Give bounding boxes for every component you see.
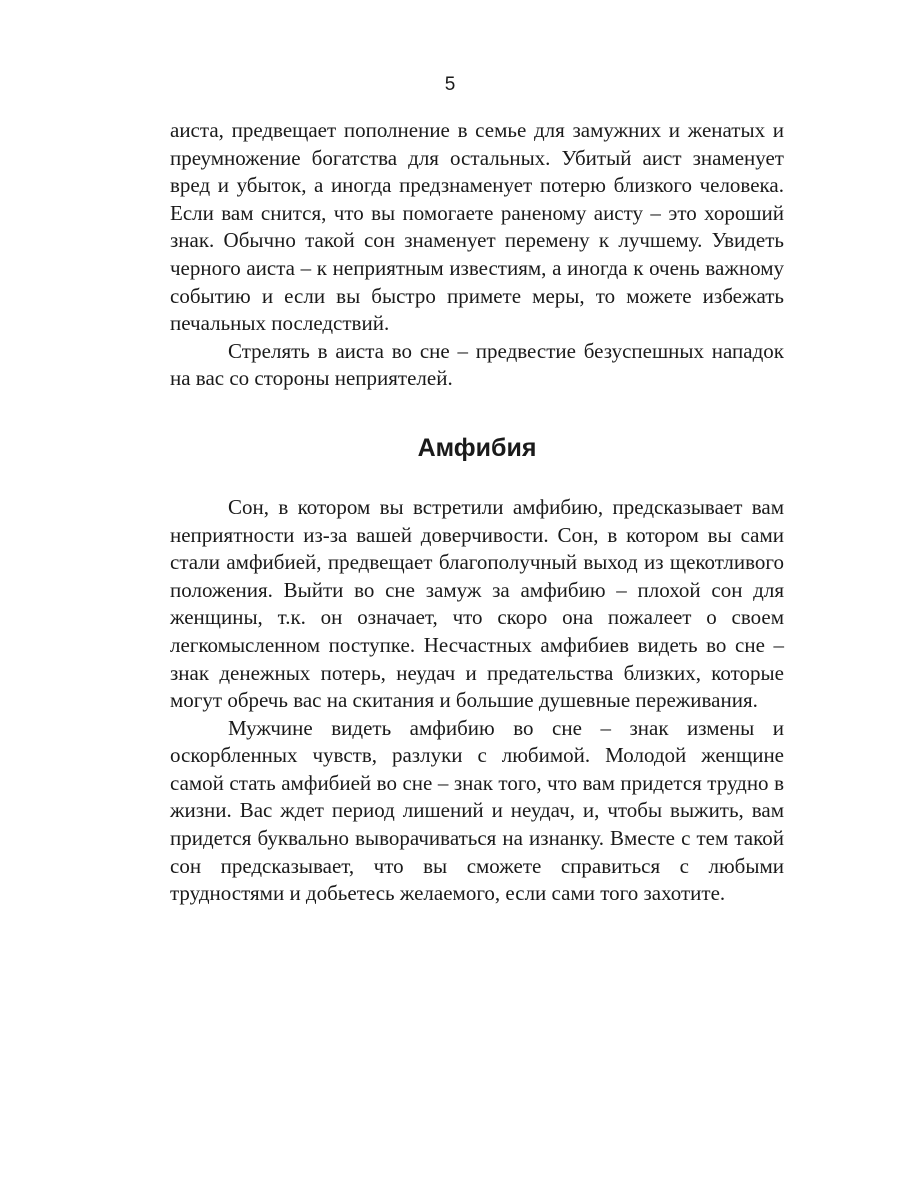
continuation-paragraph: аиста, предвещает пополнение в семье для замужних и женатых и преумножение богатства для остальных. Убитый аист знаменует вред и убыток, а иногда предзнаменует потерю близкого человека. Если вам снится, что вы помогаете раненому аисту – это хороший знак. Обычно такой сон знаменует перемену к лучшему. Увидеть черного аиста – к неприятным известиям, а иногда к очень важному событию и если вы быстро примете меры, то можете избежать печальных последствий.	[170, 118, 784, 336]
section-heading: Амфибия	[417, 433, 537, 462]
page-content	[170, 117, 784, 908]
body-paragraph: Мужчине видеть амфибию во сне – знак измены и оскорбленных чувств, разлуки с любимой. Молодой женщине самой стать амфибией во сне – знак того, что вам придется трудно в жизни. Вас ждет период лишений и неудач, и, чтобы выжить, вам придется буквально выворачиваться на изнанку. Вместе с тем такой сон предсказывает, что вы сможете справиться с любыми трудностями и добьетесь желаемого, если сами того захотите.	[170, 715, 784, 906]
page-number: 5	[444, 74, 456, 95]
body-paragraph: Сон, в котором вы встретили амфибию, предсказывает вам неприятности из-за вашей доверчивости. Сон, в котором вы сами стали амфибией, предвещает благополучный выход из щекотливого положения. Выйти во сне замуж за амфибию – плохой сон для женщины, т.к. он означает, что скоро она пожалеет о своем легкомысленном поступке. Несчастных амфибиев видеть во сне – знак денежных потерь, неудач и предательства близких, которые могут обречь вас на скитания и большие душевные переживания.	[170, 494, 784, 713]
body-paragraph: Стрелять в аиста во сне – предвестие безуспешных нападок на вас со стороны неприятелей.	[170, 338, 784, 391]
